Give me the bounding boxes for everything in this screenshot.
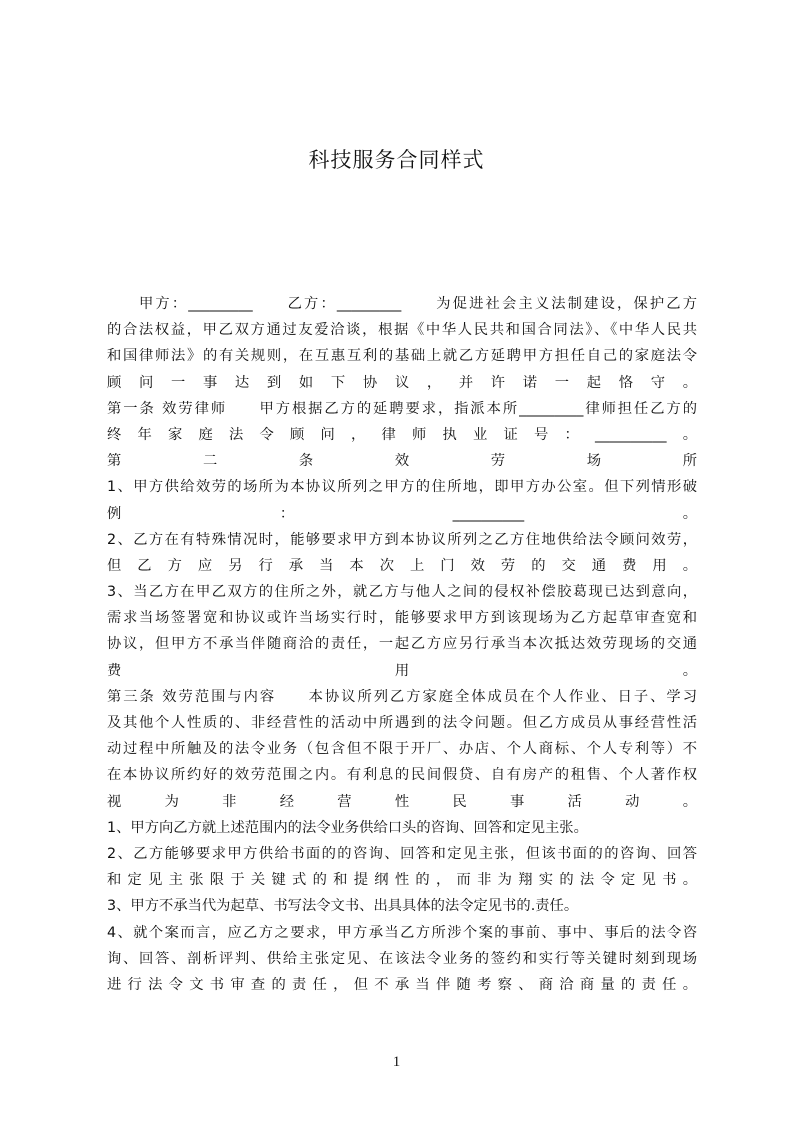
text-line: 1、甲方供给效劳的场所为本协议所列之甲方的住所地，即甲方办公室。但下列情形破 xyxy=(107,479,697,496)
text-line: 2、乙方在有特殊情况时，能够要求甲方到本协议所列之乙方住地供给法令顾问效劳， xyxy=(107,531,697,548)
text-line: 询、回答、剖析评判、供给主张定见、在该法令业务的签约和实行等关键时刻到现场 xyxy=(107,950,697,967)
text-line: 的合法权益，甲乙双方通过友爱洽谈，根据《中华人民共和国合同法》、《中华人民共 xyxy=(107,322,697,339)
text-line: 3、甲方不承当代为起草、书写法令文书、出具具体的法令定见书的.责任。 xyxy=(107,898,579,915)
text-line: 进行法令文书审查的责任，但不承当伴随考察、商洽商量的责任。 xyxy=(107,976,697,993)
text-line: 和定见主张限于关键式的和提纲性的，而非为翔实的法令定见书。 xyxy=(107,872,697,889)
text-line: 和国律师法》的有关规则，在互惠互利的基础上就乙方延聘甲方担任自己的家庭法令 xyxy=(107,348,697,365)
text-line: 第 二 条 效 劳 场 所 xyxy=(107,453,697,470)
text-line: 第一条 效劳律师 甲方根据乙方的延聘要求，指派本所_________律师担任乙方的 xyxy=(107,400,697,417)
document-title: 科技服务合同样式 xyxy=(308,148,485,172)
text-line: 终年家庭法令顾问，律师执业证号：__________。 xyxy=(107,426,697,443)
text-line: 及其他个人性质的、非经营性的活动中所遇到的法令问题。但乙方成员从事经营性活 xyxy=(107,715,697,731)
text-line: 第三条 效劳范围与内容 本协议所列乙方家庭全体成员在个人作业、日子、学习 xyxy=(107,688,697,705)
contract-body xyxy=(107,291,697,998)
page-number: 1 xyxy=(392,1054,401,1070)
text-line: 4、就个案而言，应乙方之要求，甲方承当乙方所涉个案的事前、事中、事后的法令咨 xyxy=(107,924,697,941)
text-line: 协议，但甲方不承当伴随商洽的责任，一起乙方应另行承当本次抵达效劳现场的交通 xyxy=(107,636,697,653)
text-line: 在本协议所约好的效劳范围之内。有利息的民间假贷、自有房产的租售、个人著作权 xyxy=(107,767,697,784)
text-line: 甲方：_________ 乙方：_________ 为促进社会主义法制建设，保护乙方 xyxy=(139,296,697,312)
text-line: 顾问一事达到如下协议，并许诺一起恪守。 xyxy=(107,374,697,391)
text-line: 视 为 非 经 营 性 民 事 活 动 。 xyxy=(107,793,697,810)
text-line: 但乙方应另行承当本次上门效劳的交通费用。 xyxy=(107,557,697,574)
text-line: 例：__________。 xyxy=(107,505,697,522)
text-line: 动过程中所触及的法令业务（包含但不限于开厂、办店、个人商标、个人专利等）不 xyxy=(107,741,697,758)
text-line: 3、当乙方在甲乙双方的住所之外，就乙方与他人之间的侵权补偿胶葛现已达到意向， xyxy=(107,584,697,601)
text-line: 1、甲方向乙方就上述范围内的法令业务供给口头的咨询、回答和定见主张。 xyxy=(107,819,588,836)
text-line: 费 用 。 xyxy=(107,662,697,679)
text-line: 2、乙方能够要求甲方供给书面的的咨询、回答和定见主张，但该书面的的咨询、回答 xyxy=(107,845,697,862)
text-line: 需求当场签署宽和协议或许当场实行时，能够要求甲方到该现场为乙方起草审查宽和 xyxy=(107,610,697,627)
